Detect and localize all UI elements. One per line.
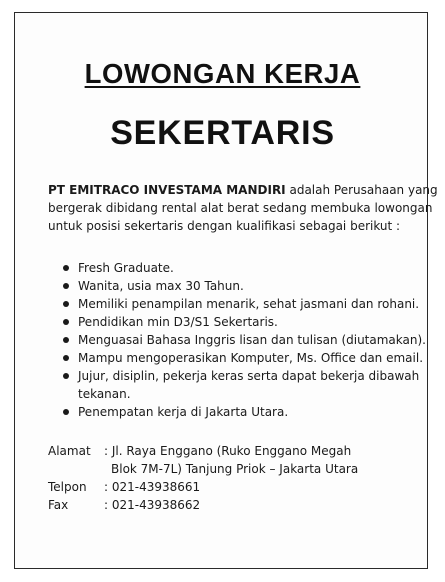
bullet-icon (63, 319, 69, 325)
intro-paragraph (48, 181, 438, 235)
requirement-item (48, 403, 408, 421)
requirement-text: Penempatan kerja di Jakarta Utara. (78, 405, 289, 419)
requirements-list (48, 259, 426, 421)
bullet-icon (63, 265, 69, 271)
intro-line-3: untuk posisi sekertaris dengan kualifikasi sebagai berikut : (48, 219, 401, 233)
requirement-text: Pendidikan min D3/S1 Sekertaris. (78, 315, 278, 329)
requirement-item (48, 367, 420, 403)
phone-label: Telpon (48, 480, 87, 494)
bullet-icon (63, 355, 69, 361)
bullet-icon (63, 373, 69, 379)
requirement-item (48, 295, 420, 313)
requirement-item (48, 259, 408, 277)
requirement-text: Mampu mengoperasikan Komputer, Ms. Office dan email. (78, 351, 424, 365)
address-row (48, 442, 358, 478)
requirement-item (48, 349, 424, 367)
intro-line-2: bergerak dibidang rental alat berat sedang membuka lowongan (48, 201, 433, 215)
bullet-icon (63, 283, 69, 289)
headline-job-vacancy: LOWONGAN KERJA (84, 58, 361, 89)
address-line-2: Blok 7M-7L) Tanjung Priok – Jakarta Utara (111, 462, 359, 476)
requirement-item (48, 313, 408, 331)
address-line-1: : Jl. Raya Enggano (Ruko Enggano Megah (104, 444, 352, 458)
company-name: PT EMITRACO INVESTAMA MANDIRI (48, 183, 286, 197)
phone-row (48, 478, 358, 496)
contact-block (48, 442, 358, 514)
bullet-icon (63, 409, 69, 415)
requirement-text: Menguasai Bahasa Inggris lisan dan tulisan (diutamakan). (78, 333, 426, 347)
requirement-text: Fresh Graduate. (78, 261, 174, 275)
fax-label: Fax (48, 498, 69, 512)
fax-value: : 021-43938662 (104, 498, 201, 512)
intro-line-1 (48, 181, 438, 199)
requirement-text: Jujur, disiplin, pekerja keras serta dapat bekerja dibawah (78, 369, 420, 383)
requirement-item (48, 277, 408, 295)
address-value (104, 442, 358, 478)
fax-row (48, 496, 358, 514)
requirement-item (48, 331, 426, 349)
requirement-text: Memiliki penampilan menarik, sehat jasmani dan rohani. (78, 297, 420, 311)
phone-value: : 021-43938661 (104, 480, 201, 494)
bullet-icon (63, 337, 69, 343)
address-label: Alamat (48, 444, 91, 458)
intro-line-1-rest: adalah Perusahaan yang (285, 183, 438, 197)
bullet-icon (63, 301, 69, 307)
requirement-text: Wanita, usia max 30 Tahun. (78, 279, 244, 293)
requirement-text: tekanan. (78, 387, 131, 401)
headline-position: SEKERTARIS (110, 114, 335, 152)
